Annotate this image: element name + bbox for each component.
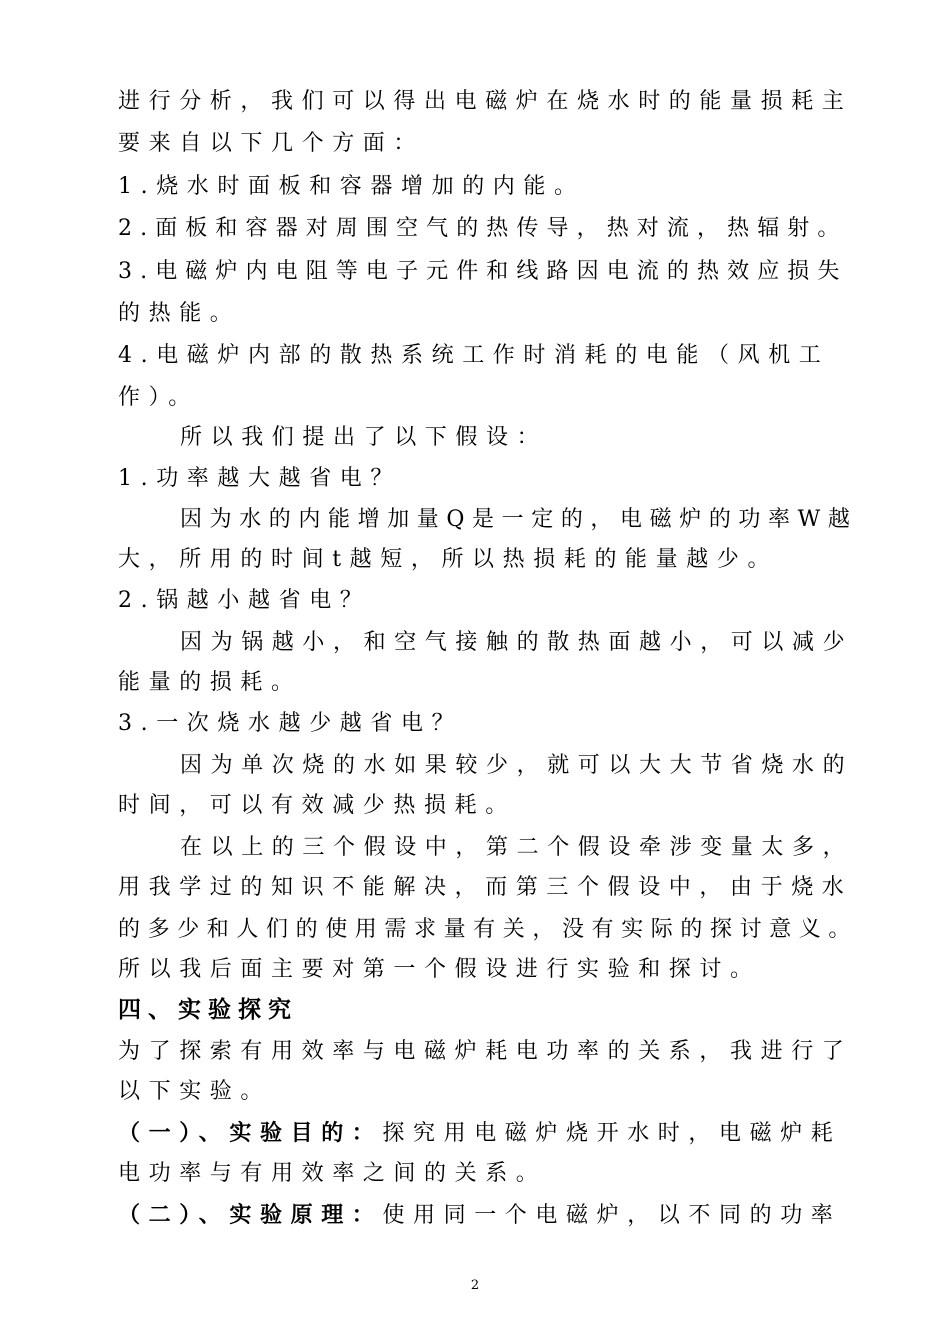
paragraph-start: 所以我们提出了以下假设：	[180, 425, 548, 450]
hypothesis-2: 2.锅越小越省电？	[118, 588, 371, 613]
aim-label: （一）、实验目的：	[118, 1120, 383, 1146]
paragraph-start: 因为锅越小，和空气接触的散热面越小，可以减少	[180, 630, 854, 655]
principle-label: （二）、实验原理：	[118, 1202, 383, 1228]
aim-line	[118, 1115, 841, 1151]
principle-line	[118, 1197, 841, 1233]
text-line: 电功率与有用效率之间的关系。	[118, 1161, 547, 1186]
list-item: 4.电磁炉内部的散热系统工作时消耗的电能（风机工	[118, 343, 830, 368]
page-number: 2	[470, 1278, 480, 1293]
paragraph-start: 在以上的三个假设中，第二个假设牵涉变量太多，	[180, 835, 854, 860]
aim-text: 探究用电磁炉烧开水时，电磁炉耗	[382, 1121, 842, 1146]
list-item: 2.面板和容器对周围空气的热传导，热对流，热辐射。	[118, 216, 848, 241]
text-line: 的热能。	[118, 301, 241, 326]
hypothesis-3: 3.一次烧水越少越省电？	[118, 711, 463, 736]
hypothesis-1: 1.功率越大越省电？	[118, 466, 401, 491]
text-line: 大，所用的时间t越短，所以热损耗的能量越少。	[118, 547, 779, 572]
text-line: 进行分析，我们可以得出电磁炉在烧水时的能量损耗主	[118, 89, 853, 114]
text-line: 要来自以下几个方面：	[118, 131, 425, 156]
text-line: 所以我后面主要对第一个假设进行实验和探讨。	[118, 957, 761, 982]
paragraph-start: 因为水的内能增加量Q是一定的，电磁炉的功率W越	[180, 507, 858, 532]
list-item: 3.电磁炉内电阻等电子元件和线路因电流的热效应损失	[118, 259, 848, 284]
section-heading: 四、实验探究	[118, 996, 298, 1023]
paragraph-start: 因为单次烧的水如果较少，就可以大大节省烧水的	[180, 753, 854, 778]
text-line: 时间，可以有效减少热损耗。	[118, 793, 516, 818]
text-line: 以下实验。	[118, 1079, 272, 1104]
text-line: 能量的损耗。	[118, 670, 302, 695]
text-line: 的多少和人们的使用需求量有关，没有实际的探讨意义。	[118, 917, 859, 942]
text-line: 为了探索有用效率与电磁炉耗电功率的关系，我进行了	[118, 1039, 853, 1064]
text-line: 用我学过的知识不能解决，而第三个假设中，由于烧水	[118, 875, 853, 900]
list-item: 1.烧水时面板和容器增加的内能。	[118, 174, 585, 199]
text-line: 作）。	[118, 385, 199, 410]
principle-text: 使用同一个电磁炉，以不同的功率	[382, 1203, 842, 1228]
